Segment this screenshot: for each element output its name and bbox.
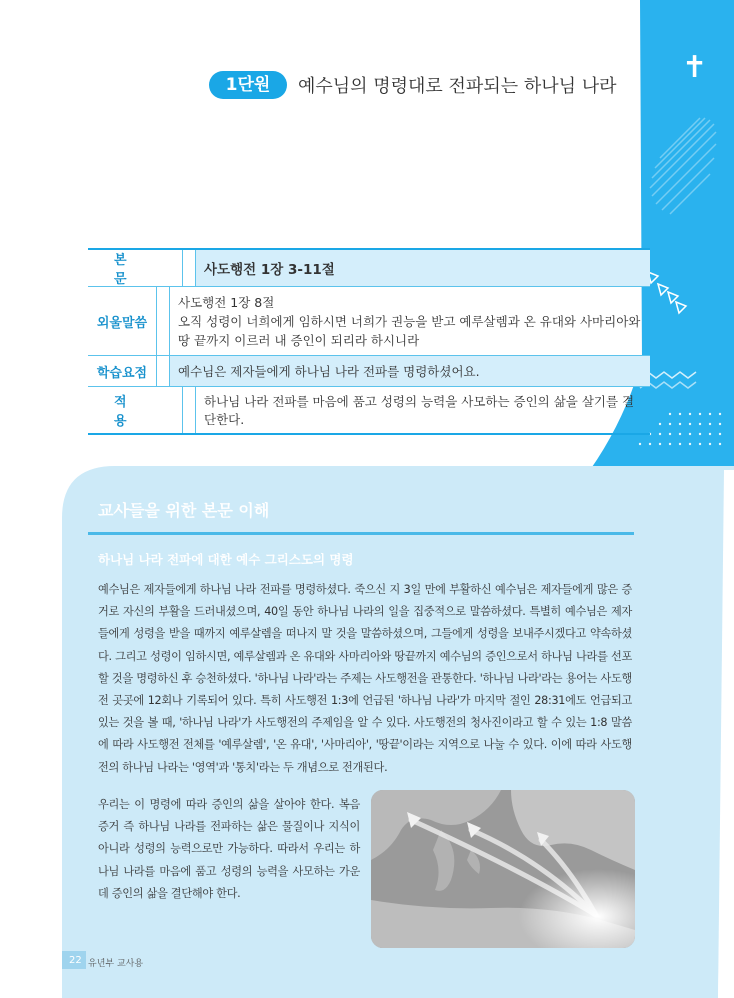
memory-verse-reference: 사도행전 1장 8절 [178,294,275,310]
section-subtitle: 하나님 나라 전파에 대한 예수 그리스도의 명령 [98,552,354,567]
section-title: 교사들을 위한 본문 이해 [98,501,270,520]
page-label: 유년부 교사용 [88,959,144,969]
table-label: 외울말씀 [96,315,148,331]
mission-map-image [371,790,635,948]
table-label: 본문 [114,253,153,287]
table-label: 적용 [114,395,153,429]
lesson-summary-table [88,248,650,435]
unit-title: 예수님의 명령대로 전파되는 하나님 나라 [298,76,617,97]
memory-verse-line: 땅 끝까지 이르러 내 증인이 되리라 하시니라 [178,332,420,348]
table-row-passage [88,248,650,287]
body-paragraph: 예수님은 제자들에게 하나님 나라 전파를 명령하셨다. 죽으신 지 3일 만에 부활하신 예수님은 제자들에게 많은 증거로 자신의 부활을 드러내셨으며, 40일 동안 하나님 나라의 일을 집중적으로 말씀하셨다. 특별히 예수님은 제자들에게 성령을 받을 때까지 예루살렘을 떠나지 말 것을 말씀하셨으며, 그들에게 성령을 보내주시겠다고 약속하셨다. 그리고 성령이 임하시면, 예루살렘과 온 유대와 사마리아와 땅끝까지 예수님의 증인으로서 하나님 나라를 선포할 것을 명령하신 후 승천하셨다. '하나님 나라'라는 주제는 사도행전을 관통한다. '하나님 나라'라는 용어는 사도행전 곳곳에 12회나 기록되어 있다. 특히 사도행전 1:3에 언급된 '하나님 나라'가 마지막 절인 28:31에도 언급되고 있는 것을 볼 때, '하나님 나라'가 사도행전의 주제임을 알 수 있다. 사도행전의 청사진이라고 할 수 있는 1:8 말씀에 따라 사도행전 전체를 '예루살렘', '온 유대', '사마리아', '땅끝'이라는 지역으로 나눌 수 있다. 이에 따라 사도행전의 하나님 나라는 '영역'과 '통치'라는 두 개념으로 전개된다. [98,583,632,774]
body-paragraph: 우리는 이 명령에 따라 증인의 삶을 살아야 한다. 복음 증거 즉 하나님 나라를 전파하는 삶은 물질이나 지식이 아니라 성령의 능력으로만 가능하다. 따라서 우리는 하나님 나라를 마음에 품고 성령의 능력을 사모하는 가운데 증인의 삶을 결단해야 한다. [98,798,360,900]
table-row-memory-verse [88,287,650,356]
table-content: 사도행전 1장 3-11절 [196,250,650,286]
table-row-application [88,387,650,435]
table-content: 하나님 나라 전파를 마음에 품고 성령의 능력을 사모하는 증인의 삶을 살기를 결단한다. [204,394,635,427]
table-label: 학습요점 [96,365,148,381]
memory-verse-line: 오직 성령이 너희에게 임하시면 너희가 권능을 받고 예루살렘과 온 유대와 사마리아와 [178,313,641,329]
table-content [170,287,650,355]
unit-badge: 1단원 [209,71,287,99]
page-number: 22 [69,955,82,966]
table-row-learning-point [88,356,650,387]
section-divider [88,532,634,535]
table-content: 예수님은 제자들에게 하나님 나라 전파를 명령하셨어요. [170,356,650,386]
cross-icon: ✝ [682,50,708,85]
